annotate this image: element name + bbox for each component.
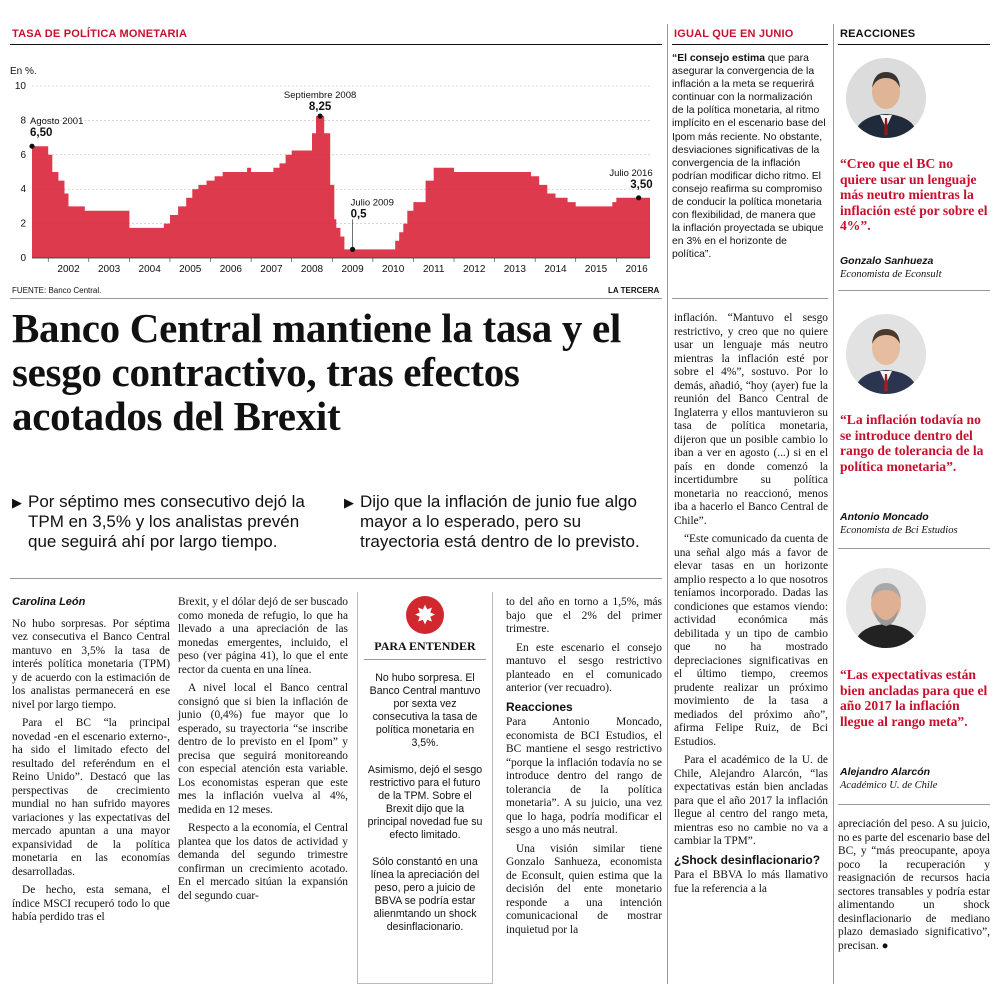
reaction-quote-3: “Las expectativas están bien ancladas para que el año 2017 la inflación llegue al rango meta”.: [840, 667, 988, 729]
reaction-quote-1: “Creo que el BC no quiere usar un lenguaje más neutro mientras la inflación esté por sobre el 4%”.: [840, 156, 988, 233]
paragraph: No hubo sorpresas. Por séptima vez consecutiva el Banco Central mantuvo en 3,5% la tasa de interés política monetaria (TPM) y de acuerdo con la estimación de los analistas permanecerá en ese nivel por largo tiempo.: [12, 617, 170, 711]
reaction-name-3: Alejandro Alarcón: [840, 766, 931, 778]
column-divider: [833, 24, 834, 984]
paragraph: Para el académico de la U. de Chile, Alejandro Alarcón, “las expectativas están bien ancladas para que el año 2017 la inflación llegue al centro del rango meta, mientras eso no cambie no va a cambiar la TPM”.: [674, 754, 828, 847]
paragraph: Brexit, y el dólar dejó de ser buscado como moneda de refugio, lo que ha llevado a una apreciación de las monedas emergentes, incluido, el peso (ver página 41), lo que el ente rector da cuenta en una línea.: [178, 596, 348, 676]
article-column-1: [12, 596, 170, 930]
end-mark-icon: ●: [881, 939, 889, 952]
x-tick-label: 2013: [503, 264, 527, 275]
reaction-role-1: Economista de Econsult: [840, 269, 942, 280]
reaction-quote-2: “La inflación todavía no se introduce dentro del rango de tolerancia de la política monetaria”.: [840, 412, 984, 474]
x-tick-label: 2008: [300, 264, 324, 275]
paragraph: De hecho, esta semana, el índice MSCI recuperó todo lo que había perdido tras el: [12, 884, 170, 923]
reaction-name-1: Gonzalo Sanhueza: [840, 255, 934, 267]
y-tick-label: 4: [20, 184, 26, 196]
annotation-value: 0,5: [350, 208, 367, 221]
y-tick-label: 6: [20, 149, 26, 161]
chart-bottom-rule: [10, 298, 662, 299]
paragraph: “Este comunicado da cuenta de una señal algo más a favor de elevar tasas en un horizonte amplio respecto a lo que nosotros teníamos incorporado. Dadas las condiciones que estamos viendo: actividad económica más debilitada y un tipo de cambio que no ha mostrado depreciaciones significativas en el último tiempo, creemos prudente realizar un próximo movimiento de la tasa a mediados del próximo año”, afirma Felipe Ruiz, de Bci Estudios.: [674, 533, 828, 748]
chart-source: FUENTE: Banco Central.: [12, 286, 102, 295]
avatar-alejandro-alarcon: [846, 568, 926, 648]
column-divider: [667, 24, 668, 984]
paragraph: En este escenario el consejo mantuvo el sesgo restrictivo planteado en el comunicado anterior (ver recuadro).: [506, 641, 662, 694]
subhead-reacciones: Reacciones: [506, 699, 573, 714]
reacciones-title: REACCIONES: [840, 28, 916, 40]
reaction-name-2: Antonio Moncado: [840, 511, 929, 523]
annotation-value: 3,50: [630, 178, 653, 191]
chart-publisher: LA TERCERA: [608, 286, 660, 295]
y-tick-label: 2: [20, 218, 26, 230]
y-tick-label: 8: [20, 115, 26, 127]
annotation-label: Julio 2016: [609, 167, 653, 179]
article-column-4: [674, 312, 828, 901]
tpm-chart: [10, 58, 660, 290]
igual-top-rule: [672, 44, 828, 45]
arrow-icon: ▶: [12, 495, 22, 510]
para-entender-title: PARA ENTENDER: [364, 640, 486, 660]
article-column-5: [838, 818, 990, 958]
annotation-dot: [318, 114, 323, 119]
compass-star-icon: ✸: [406, 596, 444, 634]
annotation-label: Septiembre 2008: [283, 90, 357, 102]
annotation-label: Julio 2009: [350, 197, 394, 209]
byline: Carolina León: [12, 596, 86, 608]
reaction-divider: [838, 548, 990, 549]
x-tick-label: 2003: [97, 264, 121, 275]
annotation-label: Agosto 2001: [30, 116, 84, 128]
reaction-role-3: Académico U. de Chile: [840, 780, 938, 791]
chart-section-title: TASA DE POLÍTICA MONETARIA: [12, 28, 188, 40]
paragraph: to del año en torno a 1,5%, más bajo que el 2% del primer trimestre.: [506, 596, 662, 635]
subhead-shock: ¿Shock desinflacionario?: [674, 852, 821, 867]
x-tick-label: 2012: [463, 264, 486, 275]
reaction-role-2: Economista de Bci Estudios: [840, 525, 958, 536]
x-tick-label: 2011: [422, 264, 445, 275]
reaction-divider: [838, 804, 990, 805]
paragraph: Respecto a la economía, el Central plantea que los datos de actividad y demanda del segundo trimestre confirman un crecimiento acotado. En el mercado sitúan la expansión del segundo cuar-: [178, 822, 348, 902]
para-entender-paragraph: Sólo constantó en una línea la apreciación del peso, pero a juicio de BBVA se podría estar alienmtando un shock desinflacionario.: [370, 856, 480, 933]
igual-section-title: IGUAL QUE EN JUNIO: [674, 28, 794, 40]
annotation-dot: [350, 247, 355, 252]
x-tick-label: 2009: [341, 264, 364, 275]
annotation-value: 8,25: [308, 101, 332, 114]
x-tick-label: 2004: [138, 264, 161, 275]
tpm-area: [32, 116, 653, 258]
x-tick-label: 2007: [260, 264, 283, 275]
igual-bottom-rule: [672, 298, 828, 299]
y-tick-label: 10: [14, 81, 26, 92]
para-entender-paragraph: No hubo sorpresa. El Banco Central mantuvo por sexta vez consecutiva la tasa de política monetaria en 3,5%.: [369, 672, 481, 749]
deck-2: [344, 492, 660, 552]
avatar-antonio-moncado: [846, 314, 926, 394]
chart-top-rule: [10, 44, 662, 45]
x-tick-label: 2002: [57, 264, 80, 275]
x-tick-label: 2016: [625, 264, 648, 275]
paragraph: inflación. “Mantuvo el sesgo restrictivo, y creo que no quiere usar un lenguaje más neutro mientras la inflación esté por sobre el 4%”, sostuvo. Por lo demás, añadió, “hoy (ayer) fue la reunión del Banco Central de Inglaterra y ellos mantuvieron su tasa de política monetaria, dijeron que un posible cambio lo iban a ver en agosto (...) si en el país en donde comenzó la incertidumbre su política monetaria no reaccionó, menos iba a hacerlo el Banco Central de Chile”.: [674, 312, 828, 527]
closing-text: apreciación del peso. A su juicio, no es parte del escenario base del BC, y “más preocupante, apoya poco la recuperación y reasignación de recursos hacia sectores transables y podría estar alimentando un shock desinflacionario de mediano plazo demasiado significativo”, precisan.: [838, 818, 990, 952]
para-entender-paragraph: Asimismo, dejó el sesgo restrictivo para el futuro de la TPM. Sobre el Brexit dijo que la principal novedad fue su efecto limitado.: [367, 764, 483, 841]
article-column-2: [178, 596, 348, 908]
reaction-divider: [838, 290, 990, 291]
article-column-3: [506, 596, 662, 942]
paragraph: [838, 818, 990, 953]
annotation-dot: [636, 195, 641, 200]
y-axis-label: En %.: [10, 66, 37, 77]
deck-1: [12, 492, 332, 552]
deck-2-text: Dijo que la inflación de junio fue algo mayor a lo esperado, pero su trayectoria está dentro de lo previsto.: [360, 492, 640, 551]
x-tick-label: 2015: [584, 264, 608, 275]
tpm-chart-svg: [10, 58, 660, 290]
headline: Banco Central mantiene la tasa y el sesgo contractivo, tras efectos acotados del Brexit: [12, 305, 621, 439]
annotation-dot: [29, 144, 34, 149]
consejo-box: [672, 52, 826, 262]
consejo-text: que para asegurar la convergencia de la inflación a la meta se requerirá continuar con la normalización de la política monetaria, al ritmo implícito en el escenario base del Ipom más reciente. No obstante, desviaciones significativas de la convergencia de la inflación podrían modificar dicho ritmo. El consejo reafirma su compromiso de conducir la política monetaria con flexibilidad, de manera que la inflación proyectada se ubique en 3% en el horizonte de política”.: [672, 53, 826, 261]
paragraph: Una visión similar tiene Gonzalo Sanhueza, economista de Econsult, quien estima que la decisión del ente monetario responde a una intención comunicacional de mostrar inquietud por la: [506, 842, 662, 936]
para-entender-box: [357, 592, 493, 984]
consejo-lead: “El consejo estima: [672, 53, 765, 64]
deck-1-text: Por séptimo mes consecutivo dejó la TPM en 3,5% y los analistas prevén que seguirá ahí por largo tiempo.: [28, 492, 305, 551]
annotation-value: 6,50: [30, 127, 53, 140]
reacciones-top-rule: [838, 44, 990, 45]
y-tick-label: 0: [20, 253, 26, 264]
x-tick-label: 2005: [179, 264, 202, 275]
x-tick-label: 2006: [219, 264, 242, 275]
x-tick-label: 2014: [544, 264, 567, 275]
arrow-icon: ▶: [344, 495, 354, 510]
paragraph: Para el BBVA lo más llamativo fue la referencia a la: [674, 869, 828, 895]
x-tick-label: 2010: [382, 264, 405, 275]
deck-rule: [10, 578, 662, 579]
paragraph: A nivel local el Banco central consignó que si bien la inflación de junio (0,4%) fue mayor que lo esperado, su trayectoria “se inscribe dentro de lo previsto en el Ipom” y precisa que seguirá monitoreando con especial atención esta variable. Los economistas esperan que este mes la inflación vuelva al 4%, medida en 12 meses.: [178, 682, 348, 816]
avatar-gonzalo-sanhueza: [846, 58, 926, 138]
paragraph: Para el BC “la principal novedad -en el escenario externo-, ha sido el limitado efecto del resultado del referéndum en el Reino Unido”. Destacó que las perspectivas de crecimiento mundial no han sufrido mayores variaciones y las expectativas del mercado apuntan a una mayor expansividad de la política monetaria en las economías desarrolladas.: [12, 717, 170, 878]
paragraph: Para Antonio Moncado, economista de BCI Estudios, el BC mantiene el sesgo restrictivo “porque la inflación todavía no se introduce dentro del rango de tolerancia de la política monetaria”. A su juicio, una vez que lo haga, podría modificar el sesgo a uno más neutral.: [506, 716, 662, 836]
